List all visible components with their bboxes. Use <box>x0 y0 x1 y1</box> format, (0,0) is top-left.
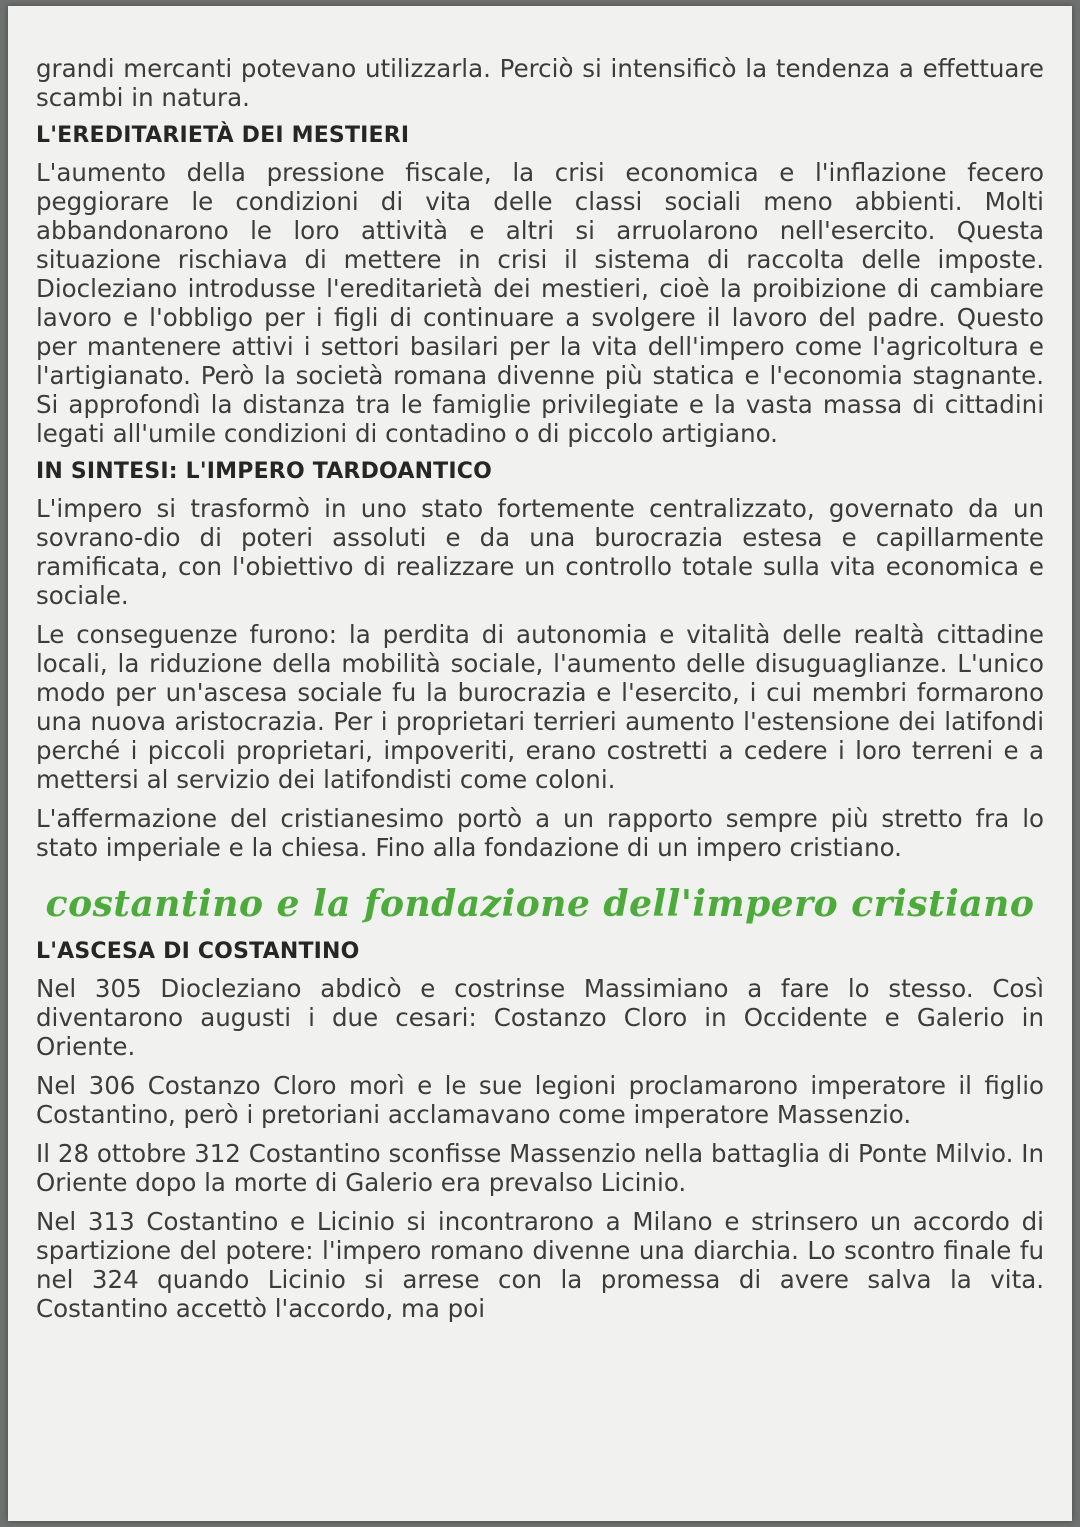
page-sheet <box>8 6 1072 1521</box>
section-paragraph: Nel 306 Costanzo Cloro morì e le sue legioni proclamarono imperatore il figlio Costantino, però i pretoriani acclamavano come imperatore Massenzio. <box>36 1071 1044 1129</box>
section-paragraph: Le conseguenze furono: la perdita di autonomia e vitalità delle realtà cittadine locali, la riduzione della mobilità sociale, l'aumento delle disuguaglianze. L'unico modo per un'ascesa sociale fu la burocrazia e l'esercito, i cui membri formarono una nuova aristocrazia. Per i proprietari terrieri aumento l'estensione dei latifondi perché i piccoli proprietari, impoveriti, erano costretti a cedere i loro terreni e a mettersi al servizio dei latifondisti come coloni. <box>36 620 1044 794</box>
section-heading-ascesa: L'ASCESA DI COSTANTINO <box>36 939 360 964</box>
section-paragraph: L'affermazione del cristianesimo portò a un rapporto sempre più stretto fra lo stato imperiale e la chiesa. Fino alla fondazione di un impero cristiano. <box>36 804 1044 862</box>
section-paragraph: Nel 313 Costantino e Licinio si incontrarono a Milano e strinsero un accordo di spartizione del potere: l'impero romano divenne una diarchia. Lo scontro finale fu nel 324 quando Licinio si arrese con la promessa di avere salva la vita. Costantino accettò l'accordo, ma poi <box>36 1207 1044 1323</box>
chapter-title: costantino e la fondazione dell'impero cristiano <box>45 883 1035 925</box>
section-paragraph: Nel 305 Diocleziano abdicò e costrinse Massimiano a fare lo stesso. Così diventarono augusti i due cesari: Costanzo Cloro in Occidente e Galerio in Oriente. <box>36 974 1044 1061</box>
section-paragraph: Il 28 ottobre 312 Costantino sconfisse Massenzio nella battaglia di Ponte Milvio. In Oriente dopo la morte di Galerio era prevalso Licinio. <box>36 1139 1044 1197</box>
intro-paragraph: grandi mercanti potevano utilizzarla. Perciò si intensificò la tendenza a effettuare scambi in natura. <box>36 54 1044 112</box>
section-heading-sintesi: IN SINTESI: L'IMPERO TARDOANTICO <box>36 459 493 484</box>
section-paragraph: L'aumento della pressione fiscale, la crisi economica e l'inflazione fecero peggiorare le condizioni di vita delle classi sociali meno abbienti. Molti abbandonarono le loro attività e altri si arruolarono nell'esercito. Questa situazione rischiava di mettere in crisi il sistema di raccolta delle imposte. Diocleziano introdusse l'ereditarietà dei mestieri, cioè la proibizione di cambiare lavoro e l'obbligo per i figli di continuare a svolgere il lavoro del padre. Questo per mantenere attivi i settori basilari per la vita dell'impero come l'agricoltura e l'artigianato. Però la società romana divenne più statica e l'economia stagnante. Si approfondì la distanza tra le famiglie privilegiate e la vasta massa di cittadini legati all'umile condizioni di contadino o di piccolo artigiano. <box>36 158 1044 448</box>
page-content <box>36 54 1044 1323</box>
section-paragraph: L'impero si trasformò in uno stato fortemente centralizzato, governato da un sovrano-dio di poteri assoluti e da una burocrazia estesa e capillarmente ramificata, con l'obiettivo di realizzare un controllo totale sulla vita economica e sociale. <box>36 494 1044 610</box>
section-heading-ereditarieta: L'EREDITARIETÀ DEI MESTIERI <box>36 123 410 148</box>
